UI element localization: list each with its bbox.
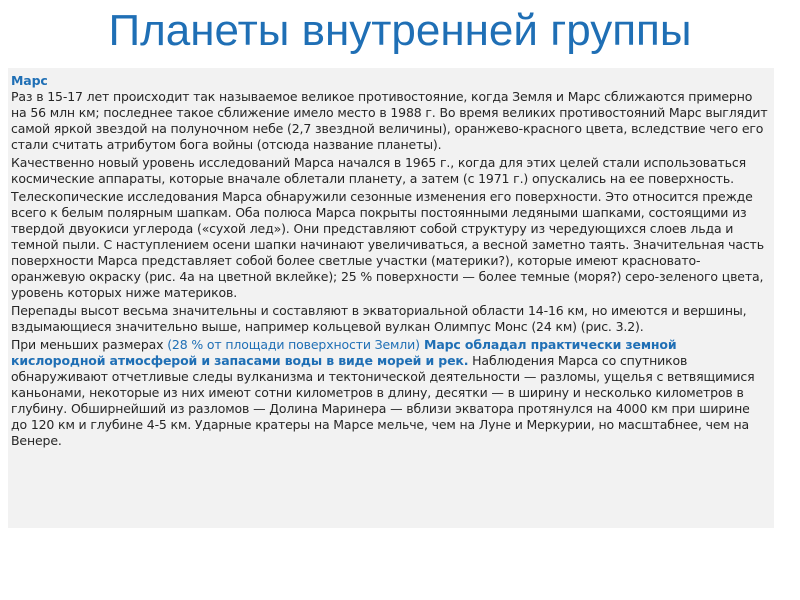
- p5-intro: При меньших размерах: [11, 337, 168, 352]
- paragraph-relief: Перепады высот весьма значительны и составляют в экваториальной области 14-16 км, но имеются и вершины, вздымающиеся значительно выше, например кольцевой вулкан Олимпус Монс (24 км) (рис. 3.2).: [11, 303, 747, 334]
- paragraph-surface: Телескопические исследования Марса обнаружили сезонные изменения его поверхности. Это относится прежде всего к белым полярным шапкам. Оба полюса Марса покрыты постоянными ледяными шапками, состоящими из твердой двуокиси углерода («сухой лед»). Они представляют собой структуру из чередующихся слоев льда и темной пыли. С наступлением осени шапки начинают увеличиваться, а весной заметно таять. Значительная часть поверхности Марса представляет собой более светлые участки (материки?), которые имеют красновато-оранжевую окраску (рис. 4а на цветной вклейке); 25 % поверхности — более темные (моря?) серо-зеленого цвета, уровень которых ниже материков.: [11, 189, 764, 300]
- section-heading: Марс: [11, 73, 48, 88]
- paragraph-exploration: Качественно новый уровень исследований Марса начался в 1965 г., когда для этих целей стали использоваться космические аппараты, которые вначале облетали планету, а затем (с 1971 г.) опускались на ее поверхность.: [11, 155, 746, 186]
- paragraph-opposition: Раз в 15-17 лет происходит так называемое великое противостояние, когда Земля и Марс сближаются примерно на 56 млн км; последнее такое сближение имело место в 1988 г. Во время великих противостояний Марс выглядит самой яркой звездой на полуночном небе (2,7 звездной величины), оранжево-красного цвета, вследствие чего его стали считать атрибутом бога войны (отсюда название планеты).: [11, 89, 768, 152]
- p5-rest: Наблюдения Марса со спутников обнаруживают отчетливые следы вулканизма и тектонической деятельности — разломы, ущелья с ветвящимися каньонами, некоторые из них имеют сотни километров в длину, десятки — в ширину и несколько километров в глубину. Обширнейший из разломов — Долина Маринера — вблизи экватора протянулся на 4000 км при ширине до 120 км и глубине 4-5 км. Ударные кратеры на Марсе мельче, чем на Луне и Меркурии, но масштабнее, чем на Венере.: [11, 353, 755, 448]
- p5-area-note: (28 % от площади поверхности Земли): [167, 337, 420, 352]
- p5-highlight: Марс обладал практически земной кислородной атмосферой и запасами воды в виде морей и рек.: [11, 337, 677, 368]
- slide-title: Планеты внутренней группы: [108, 6, 692, 55]
- content-panel: [8, 68, 774, 528]
- paragraph-atmosphere: [11, 337, 768, 449]
